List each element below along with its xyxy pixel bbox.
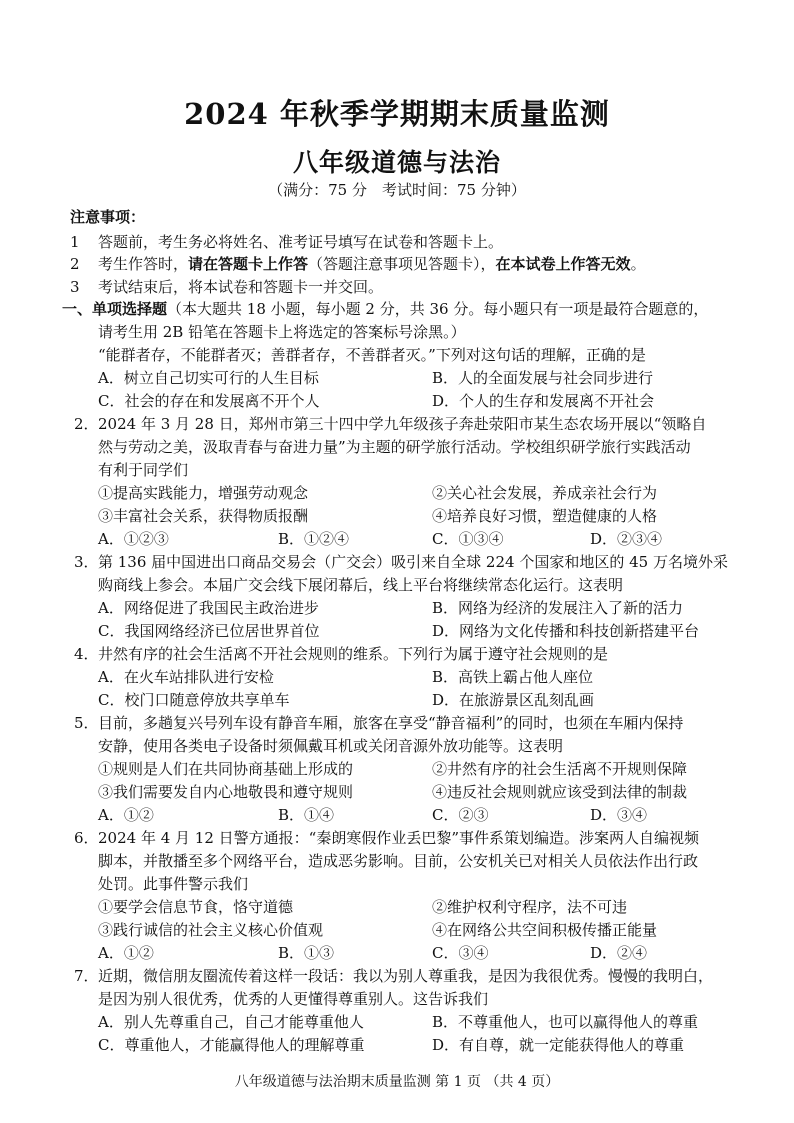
q4-option: B．高铁上霸占他人座位 xyxy=(432,668,594,686)
q6-option: C．③④ xyxy=(432,944,489,962)
q2-statement: ①提高实践能力，增强劳动观念 xyxy=(98,484,309,502)
q5-stem: 安静，使用各类电子设备时须佩戴耳机或关闭音源外放功能等。这表明 xyxy=(98,737,564,755)
subject-title: 八年级道德与法治 xyxy=(292,148,501,177)
q5-num: 5． xyxy=(74,714,99,732)
q2-option: C．①③④ xyxy=(432,530,504,548)
notice-text: 考试结束后，将本试卷和答题卡一并交回。 xyxy=(98,278,384,296)
q6-stem: 2024 年 4 月 12 日警方通报：“秦朗寒假作业丢巴黎”事件系策划编造。涉案两人自编视频 xyxy=(98,829,699,847)
q5-statement: ③我们需要发自内心地敬畏和遵守规则 xyxy=(98,783,354,801)
q7-num: 7． xyxy=(74,967,99,985)
q3-option: D．网络为文化传播和科技创新搭建平台 xyxy=(432,622,700,640)
q3-option: A．网络促进了我国民主政治进步 xyxy=(98,599,319,617)
notice-text: 答题前，考生务必将姓名、准考证号填写在试卷和答题卡上。 xyxy=(98,233,504,251)
q4-option: A．在火车站排队进行安检 xyxy=(98,668,274,686)
q6-option: A．①② xyxy=(98,944,154,962)
notice-item: 考生作答时，请在答题卡上作答（答题注意事项见答题卡），在本试卷上作答无效。 xyxy=(98,255,646,273)
q6-option: D．②④ xyxy=(590,944,648,962)
q4-stem: 井然有序的社会生活离不开社会规则的维系。下列行为属于遵守社会规则的是 xyxy=(98,645,609,663)
q5-option: C．②③ xyxy=(432,806,489,824)
q1-stem: “能群者存，不能群者灭；善群者存，不善群者灭。”下列对这句话的理解，正确的是 xyxy=(98,346,646,364)
q1-option: D．个人的生存和发展离不开社会 xyxy=(432,392,655,410)
q2-option: A．①②③ xyxy=(98,530,169,548)
q2-stem: 2024 年 3 月 28 日，郑州市第三十四中学九年级孩子奔赴荥阳市某生态农场开展以“领略自 xyxy=(98,415,707,433)
q6-stem: 处罚。此事件警示我们 xyxy=(98,875,249,893)
notice-heading: 注意事项： xyxy=(70,208,146,226)
q5-statement: ②井然有序的社会生活离不开规则保障 xyxy=(432,760,688,778)
q5-option: B．①④ xyxy=(278,806,335,824)
q6-stem: 脚本，并散播至多个网络平台，造成恶劣影响。目前，公安机关已对相关人员依法作出行政 xyxy=(98,852,699,870)
exam-meta: （满分：75 分 考试时间：75 分钟） xyxy=(268,181,526,199)
q4-num: 4． xyxy=(74,645,99,663)
notice-num: 3 xyxy=(70,278,80,296)
q1-option: C．社会的存在和发展离不开个人 xyxy=(98,392,320,410)
q6-statement: ①要学会信息节食，恪守道德 xyxy=(98,898,294,916)
q3-option: C．我国网络经济已位居世界首位 xyxy=(98,622,320,640)
q6-option: B．①③ xyxy=(278,944,335,962)
q2-stem: 然与劳动之美，汲取青春与奋进力量”为主题的研学旅行活动。学校组织研学旅行实践活动 xyxy=(98,438,691,456)
q4-option: D．在旅游景区乱刻乱画 xyxy=(432,691,595,709)
q1-option: B．人的全面发展与社会同步进行 xyxy=(432,369,654,387)
q7-option: D．有自尊，就一定能获得他人的尊重 xyxy=(432,1036,685,1054)
q6-statement: ②维护权利守程序，法不可违 xyxy=(432,898,628,916)
q2-statement: ③丰富社会关系，获得物质报酬 xyxy=(98,507,309,525)
q2-num: 2． xyxy=(74,415,99,433)
q6-statement: ③践行诚信的社会主义核心价值观 xyxy=(98,921,324,939)
q5-statement: ④违反社会规则就应该受到法律的制裁 xyxy=(432,783,688,801)
q5-option: A．①② xyxy=(98,806,154,824)
q7-option: C．尊重他人，才能赢得他人的理解尊重 xyxy=(98,1036,365,1054)
q1-option: A．树立自己切实可行的人生目标 xyxy=(98,369,319,387)
section-heading: 一、单项选择题（本大题共 18 小题，每小题 2 分，共 36 分。每小题只有一项是最符合题意的， xyxy=(62,300,709,318)
q7-option: A．别人先尊重自己，自己才能尊重他人 xyxy=(98,1013,364,1031)
q5-option: D．③④ xyxy=(590,806,648,824)
q6-statement: ④在网络公共空间积极传播正能量 xyxy=(432,921,658,939)
notice-num: 2 xyxy=(70,255,80,273)
q2-option: B．①②④ xyxy=(278,530,350,548)
q3-stem: 第 136 届中国进出口商品交易会（广交会）吸引来自全球 224 个国家和地区的 45 万名境外采 xyxy=(98,553,728,571)
q3-option: B．网络为经济的发展注入了新的活力 xyxy=(432,599,684,617)
q6-num: 6． xyxy=(74,829,99,847)
q2-statement: ④培养良好习惯，塑造健康的人格 xyxy=(432,507,658,525)
q5-stem: 目前，多趟复兴号列车设有静音车厢，旅客在享受“静音福利”的同时，也须在车厢内保持 xyxy=(98,714,684,732)
q2-statement: ②关心社会发展，养成亲社会行为 xyxy=(432,484,658,502)
q4-option: C．校门口随意停放共享单车 xyxy=(98,691,290,709)
exam-title: 2024 年秋季学期期末质量监测 xyxy=(184,97,610,131)
q7-stem: 是因为别人很优秀，优秀的人更懂得尊重别人。这告诉我们 xyxy=(98,990,489,1008)
section-desc: 请考生用 2B 铅笔在答题卡上将选定的答案标号涂黑。） xyxy=(98,323,466,341)
q7-option: B．不尊重他人，也可以赢得他人的尊重 xyxy=(432,1013,699,1031)
q3-stem: 购商线上参会。本届广交会线下展闭幕后，线上平台将继续常态化运行。这表明 xyxy=(98,576,624,594)
q3-num: 3． xyxy=(74,553,99,571)
q2-stem: 有利于同学们 xyxy=(98,461,189,479)
q5-statement: ①规则是人们在共同协商基础上形成的 xyxy=(98,760,354,778)
page-footer: 八年级道德与法治期末质量监测 第 1 页 （共 4 页） xyxy=(234,1074,560,1090)
notice-num: 1 xyxy=(70,233,80,251)
q2-option: D．②③④ xyxy=(590,530,663,548)
q7-stem: 近期，微信朋友圈流传着这样一段话：我以为别人尊重我，是因为我很优秀。慢慢的我明白， xyxy=(98,967,714,985)
